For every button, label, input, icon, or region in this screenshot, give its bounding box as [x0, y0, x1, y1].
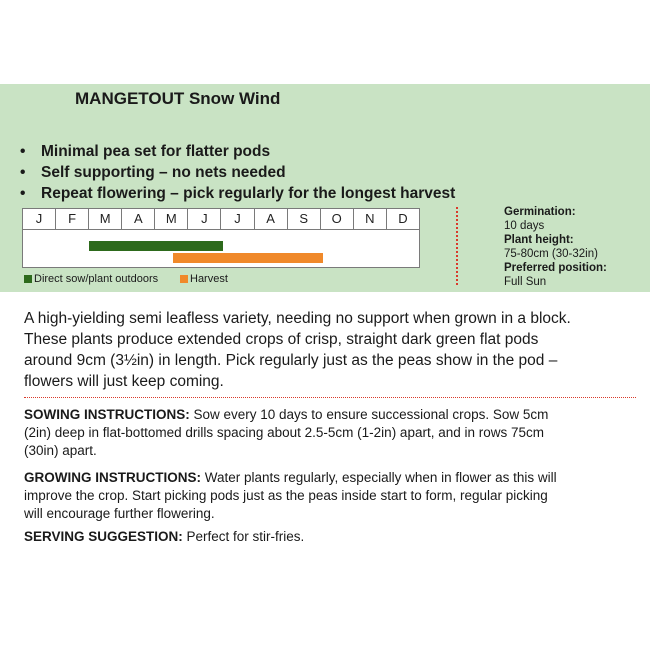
germination-label: Germination:	[504, 206, 576, 218]
legend-sow-label: Direct sow/plant outdoors	[34, 273, 159, 285]
sow-swatch-icon	[24, 275, 32, 283]
variety-description	[24, 308, 636, 392]
description-line: around 9cm (3½in) in length. Pick regularly just as the peas show in the pod –	[24, 352, 558, 369]
description-line: These plants produce extended crops of crisp, straight dark green flat pods	[24, 331, 539, 348]
month-cell: J	[188, 209, 221, 229]
growing-line: improve the crop. Start picking pods just as the peas inside start to form, regular picking	[24, 488, 548, 503]
growing-line	[24, 469, 636, 487]
month-cell: A	[122, 209, 155, 229]
feature-list	[18, 141, 455, 204]
legend-sow	[24, 273, 158, 285]
growing-instructions	[24, 469, 636, 523]
position-value: Full Sun	[504, 276, 547, 288]
month-cell: J	[23, 209, 56, 229]
legend-harvest-label: Harvest	[190, 273, 228, 285]
month-cell: S	[288, 209, 321, 229]
serving-heading: SERVING SUGGESTION:	[24, 529, 183, 544]
product-title: MANGETOUT Snow Wind	[75, 89, 281, 108]
sowing-line: (30in) apart.	[24, 443, 97, 458]
feature-text: Repeat flowering – pick regularly for the longest harvest	[41, 185, 456, 202]
feature-item	[18, 162, 455, 183]
plant-height-value: 75-80cm (30-32in)	[504, 248, 598, 260]
month-cell: N	[354, 209, 387, 229]
sowing-line	[24, 406, 636, 424]
month-cell: F	[56, 209, 89, 229]
bullet-icon: •	[20, 164, 26, 181]
feature-text: Self supporting – no nets needed	[41, 164, 286, 181]
dotted-divider	[456, 207, 458, 285]
growing-text: Water plants regularly, especially when in flower as this will	[201, 470, 557, 485]
feature-item	[18, 141, 455, 162]
bullet-icon: •	[20, 143, 26, 160]
harvest-swatch-icon	[180, 275, 188, 283]
legend-harvest	[180, 273, 228, 285]
month-cell: J	[221, 209, 254, 229]
growing-heading: GROWING INSTRUCTIONS:	[24, 470, 201, 485]
plant-info	[504, 205, 607, 289]
description-line: flowers will just keep coming.	[24, 373, 224, 390]
sowing-text: Sow every 10 days to ensure successional crops. Sow 5cm	[189, 407, 549, 422]
month-cell: M	[89, 209, 122, 229]
sowing-line: (2in) deep in flat-bottomed drills spacing about 2.5-5cm (1-2in) apart, and in rows 75cm	[24, 425, 545, 440]
month-cell: A	[255, 209, 288, 229]
bullet-icon: •	[20, 185, 26, 202]
feature-item	[18, 183, 455, 204]
plant-height-label: Plant height:	[504, 234, 574, 246]
section-divider	[24, 397, 636, 398]
feature-text: Minimal pea set for flatter pods	[41, 143, 271, 160]
month-header	[23, 209, 419, 230]
month-cell: O	[321, 209, 354, 229]
sowing-heading: SOWING INSTRUCTIONS:	[24, 407, 190, 422]
harvest-period-bar	[173, 253, 323, 263]
growing-line: will encourage further flowering.	[24, 506, 215, 521]
position-label: Preferred position:	[504, 262, 607, 274]
serving-text: Perfect for stir-fries.	[182, 529, 305, 544]
germination-value: 10 days	[504, 220, 545, 232]
sow-period-bar	[89, 241, 223, 251]
month-cell: D	[398, 211, 408, 226]
serving-line	[24, 528, 636, 546]
description-line: A high-yielding semi leafless variety, needing no support when grown in a block.	[24, 310, 571, 327]
sowing-instructions	[24, 406, 636, 460]
sowing-calendar	[22, 208, 420, 268]
month-cell: M	[155, 209, 188, 229]
serving-suggestion	[24, 528, 636, 546]
